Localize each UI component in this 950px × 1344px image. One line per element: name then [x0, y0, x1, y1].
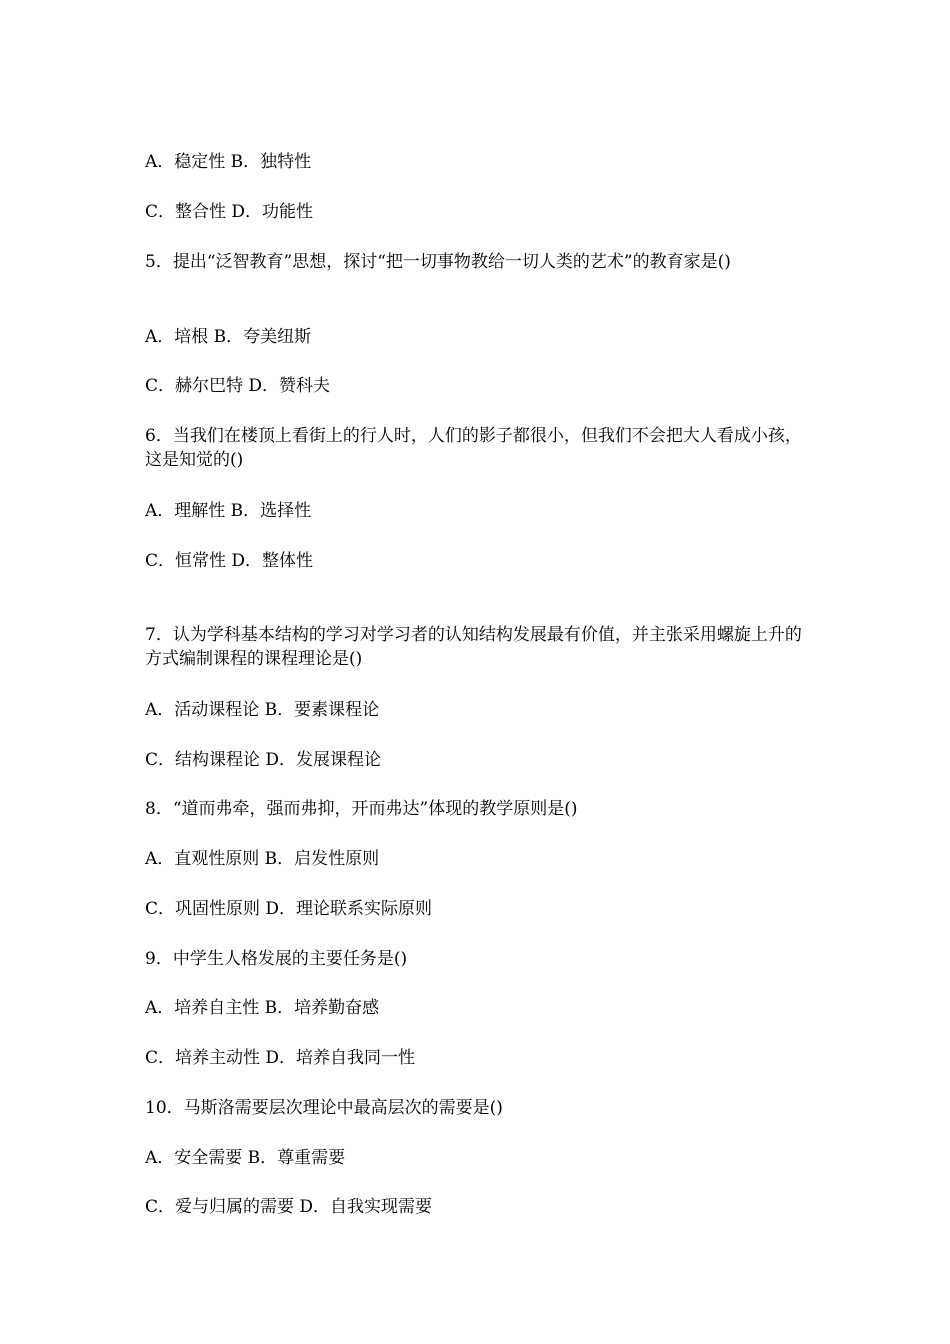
- q5-options-cd: C．赫尔巴特 D．赞科夫: [145, 376, 331, 396]
- q5-question: 5．提出“泛智教育”思想，探讨“把一切事物教给一切人类的艺术”的教育家是(): [145, 252, 731, 272]
- q10-question: 10．马斯洛需要层次理论中最高层次的需要是(): [145, 1098, 503, 1118]
- q7-options-ab: A．活动课程论 B．要素课程论: [145, 700, 380, 720]
- q10-options-cd: C．爱与归属的需要 D．自我实现需要: [145, 1197, 433, 1217]
- q6-options-cd: C．恒常性 D．整体性: [145, 551, 314, 571]
- q10-options-ab: A．安全需要 B．尊重需要: [145, 1148, 346, 1168]
- q9-options-cd: C．培养主动性 D．培养自我同一性: [145, 1048, 416, 1068]
- q8-options-cd: C．巩固性原则 D．理论联系实际原则: [145, 899, 433, 919]
- q6-options-ab: A．理解性 B．选择性: [145, 501, 312, 521]
- q6-question: 6．当我们在楼顶上看街上的行人时，人们的影子都很小，但我们不会把大人看成小孩，这是知觉的(): [145, 426, 802, 470]
- q9-options-ab: A．培养自主性 B．培养勤奋感: [145, 998, 380, 1018]
- q8-options-ab: A．直观性原则 B．启发性原则: [145, 849, 380, 869]
- q4-options-ab: A．稳定性 B．独特性: [145, 152, 312, 172]
- q9-question: 9．中学生人格发展的主要任务是(): [145, 949, 408, 969]
- q7-question: 7．认为学科基本结构的学习对学习者的认知结构发展最有价值，并主张采用螺旋上升的方式编制课程的课程理论是(): [145, 625, 802, 669]
- q8-question: 8．“道而弗牵，强而弗抑，开而弗达”体现的教学原则是(): [145, 799, 578, 819]
- q7-options-cd: C．结构课程论 D．发展课程论: [145, 750, 382, 770]
- q4-options-cd: C．整合性 D．功能性: [145, 202, 314, 222]
- q5-options-ab: A．培根 B．夸美纽斯: [145, 327, 312, 347]
